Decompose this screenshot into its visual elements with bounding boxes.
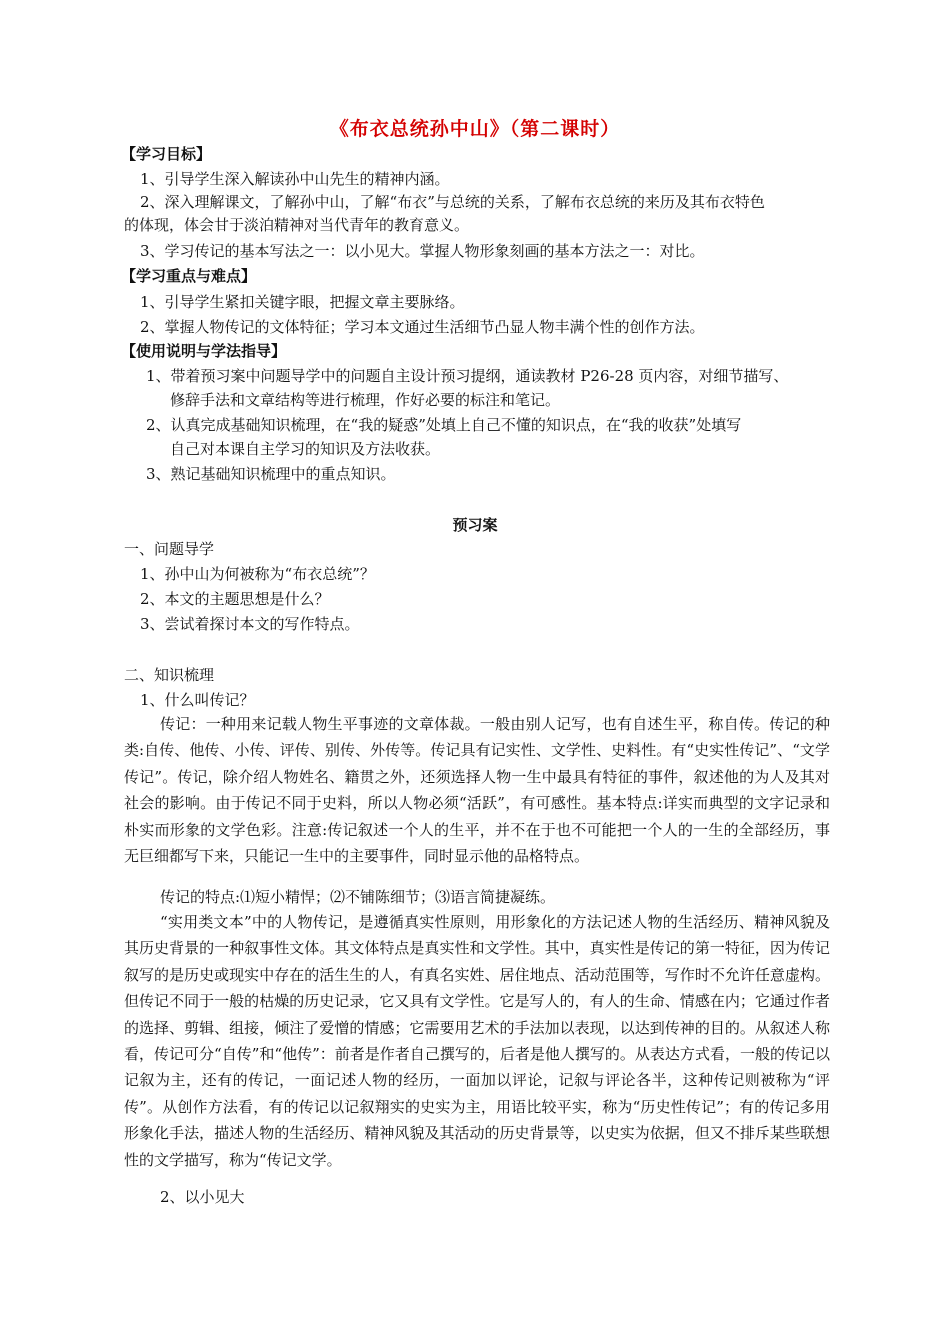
- biography-definition-paragraph: 传记：一种用来记载人物生平事迹的文章体裁。一般由别人记写，也有自述生平，称自传。传记的种类:自传、他传、小传、评传、别传、外传等。传记具有记实性、文学性、史料性。有“史实性传记”、“文学传记”。传记，除介绍人物姓名、籍贯之外，还须选择人物一生中最具有特征的事件，叙述他的为人及其对社会的影响。由于传记不同于史料，所以人物必须“活跃”，有可感性。基本特点:详实而典型的文字记录和朴实而形象的文学色彩。注意:传记叙述一个人的生平，并不在于也不可能把一个人的一生的全部经历，事无巨细都写下来，只能记一生中的主要事件，同时显示他的品格特点。: [124, 715, 830, 866]
- question-item-2: 2、本文的主题思想是什么？: [140, 590, 330, 608]
- document-title: 《布衣总统孙中山》（第二课时）: [329, 118, 621, 140]
- goals-heading: 【学习目标】: [121, 145, 212, 163]
- question-item-3: 3、尝试着探讨本文的写作特点。: [140, 615, 360, 633]
- guide-item-2-cont: 自己对本课自主学习的知识及方法收获。: [170, 440, 441, 458]
- keypoints-heading: 【学习重点与难点】: [121, 267, 257, 285]
- practical-text-paragraph: “实用类文本”中的人物传记，是遵循真实性原则，用形象化的方法记述人物的生活经历、精神风貌及其历史背景的一种叙事性文体。其文体特点是真实性和文学性。其中，真实性是传记的第一特征，因为传记叙写的是历史或现实中存在的活生生的人，有真名实姓、居住地点、活动范围等，写作时不允许任意虚构。但传记不同于一般的枯燥的历史记录，它又具有文学性。它是写人的，有人的生命、情感在内；它通过作者的选择、剪辑、组接，倾注了爱憎的情感；它需要用艺术的手法加以表现，以达到传神的目的。从叙述人称看，传记可分“自传”和“他传”：前者是作者自己撰写的，后者是他人撰写的。从表达方式看，一般的传记以记叙为主，还有的传记，一面记述人物的经历，一面加以评论，记叙与评论各半，这种传记则被称为“评传”。从创作方法看，有的传记以记叙翔实的史实为主，用语比较平实，称为“历史性传记”；有的传记多用形象化手法，描述人物的生活经历、精神风貌及其活动的历史背景等，以史实为依据，但又不排斥某些联想性的文学描写，称为“传记文学。: [124, 913, 830, 1169]
- goal-item-2: 2、深入理解课文，了解孙中山，了解“布衣”与总统的关系，了解布衣总统的来历及其布衣特色: [140, 193, 765, 211]
- knowledge-question-1: 1、什么叫传记？: [140, 691, 255, 709]
- section1-title: 一、问题导学: [124, 540, 215, 558]
- goal-item-1: 1、引导学生深入解读孙中山先生的精神内涵。: [140, 170, 450, 188]
- biography-features-paragraph: 传记的特点:⑴短小精悍；⑵不铺陈细节；⑶语言简捷凝练。: [160, 888, 556, 906]
- question-item-1: 1、孙中山为何被称为“布衣总统”？: [140, 565, 375, 583]
- guide-item-2: 2、认真完成基础知识梳理，在“我的疑惑”处填上自己不懂的知识点，在“我的收获”处填写: [146, 416, 742, 434]
- goal-item-3: 3、学习传记的基本写法之一：以小见大。掌握人物形象刻画的基本方法之一：对比。: [140, 242, 705, 260]
- keypoint-item-2: 2、掌握人物传记的文体特征；学习本文通过生活细节凸显人物丰满个性的创作方法。: [140, 318, 705, 336]
- guide-heading: 【使用说明与学法指导】: [121, 342, 287, 360]
- preview-heading: 预习案: [452, 516, 498, 534]
- guide-item-1-cont: 修辞手法和文章结构等进行梳理，作好必要的标注和笔记。: [170, 391, 561, 409]
- knowledge-question-2: 2、以小见大: [160, 1188, 245, 1206]
- guide-item-3: 3、熟记基础知识梳理中的重点知识。: [146, 465, 396, 483]
- guide-item-1: 1、带着预习案中问题导学中的问题自主设计预习提纲，通读教材 P26-28 页内容，对细节描写、: [146, 367, 789, 385]
- keypoint-item-1: 1、引导学生紧扣关键字眼，把握文章主要脉络。: [140, 293, 465, 311]
- goal-item-2-cont: 的体现，体会甘于淡泊精神对当代青年的教育意义。: [124, 216, 470, 234]
- section2-title: 二、知识梳理: [124, 666, 215, 684]
